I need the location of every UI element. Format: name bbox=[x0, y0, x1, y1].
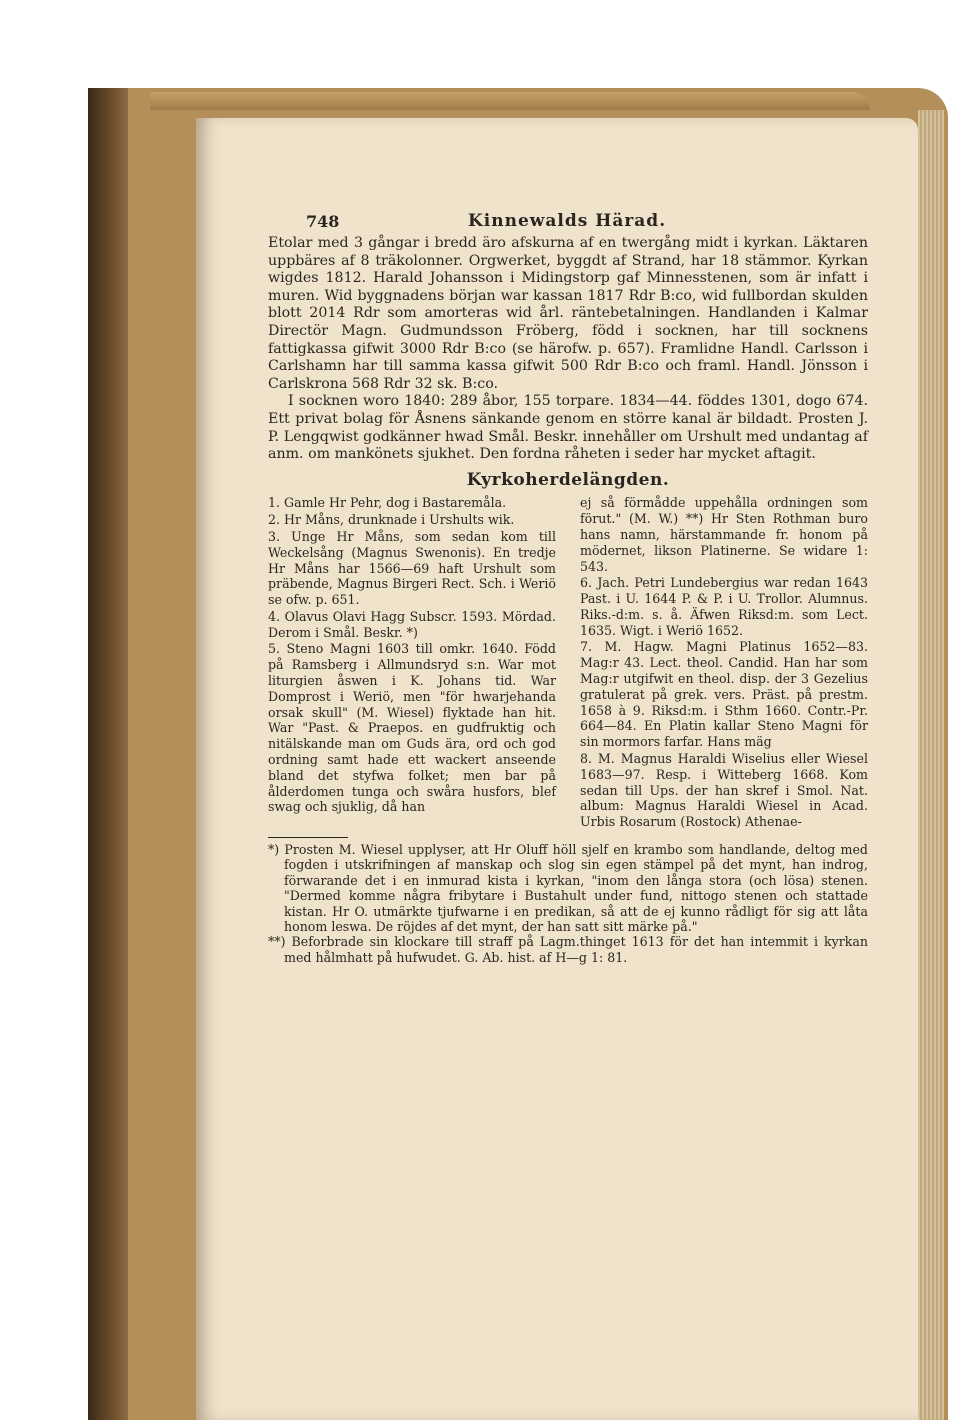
book-top-edge bbox=[150, 92, 870, 110]
footnotes bbox=[268, 842, 868, 965]
list-item: 2. Hr Måns, drunknade i Urshults wik. bbox=[268, 512, 515, 528]
body-paragraph: I socknen woro 1840: 289 åbor, 155 torpare. 1834—44. föddes 1301, dogo 674. Ett privat bolag för Åsnens sänkande genom en större kanal är bildadt. Prosten J. P. Lengqwist godkänner hwad Smål. Beskr. innehåller om Urshult med undantag af anm. om mankönets sjukhet. Den fordna råheten i seder har mycket aftagit. bbox=[268, 393, 868, 463]
book-binding bbox=[88, 88, 128, 1420]
list-item: 6. Jach. Petri Lundebergius war redan 1643 Past. i U. 1644 P. & P. i U. Trollor. Alumnus. Riks.-d:m. s. å. Äfwen Riksd:m. som Lect. 1635. Wigt. i Weriö 1652. bbox=[580, 575, 868, 638]
list-item: 5. Steno Magni 1603 till omkr. 1640. Född på Ramsberg i Allmundsryd s:n. War mot liturgien åswen i K. Johans tid. War Domprost i Weriö, men "för hwarjehanda orsak skull" (M. Wiesel) flyktade han hit. War "Past. & Praepos. en gudfruktig och nitälskande man om Guds ära, ord och god ordning samt hade ett wackert anseende bland det styfwa folket; men bar på ålderdomen tunga och swåra husfors, blef swag och sjuklig, då han bbox=[268, 641, 556, 815]
right-column bbox=[580, 495, 868, 831]
list-item: 1. Gamle Hr Pehr, dog i Bastaremåla. bbox=[268, 495, 507, 511]
footnote-divider bbox=[268, 837, 348, 838]
list-item: 3. Unge Hr Måns, som sedan kom till Weckelsång (Magnus Swenonis). En tredje Hr Måns har 1566—69 haft Urshult som präbende, Magnus Birgeri Rect. Sch. i Weriö se ofw. p. 651. bbox=[268, 528, 556, 608]
page-number: 748 bbox=[306, 212, 340, 231]
footnote: **) Beforbrade sin klockare till straff på Lagm.thinget 1613 för det han intemmit i kyrkan med hålmhatt på hufwudet. G. Ab. hist. af H—g 1: 81. bbox=[268, 934, 868, 965]
running-head: Kinnewalds Härad. bbox=[468, 211, 667, 231]
two-column-list bbox=[268, 495, 868, 831]
list-item: ej så förmådde uppehålla ordningen som förut." (M. W.) **) Hr Sten Rothman buro hans namn, härstammande fr. honom på mödernet, likson Platinerne. Se widare 1: 543. bbox=[580, 495, 868, 574]
body-paragraph: Etolar med 3 gångar i bredd äro afskurna af en twergång midt i kyrkan. Läktaren uppbäres af 8 träkolonner. Orgwerket, byggdt af Strand, har 18 stämmor. Kyrkan wigdes 1812. Harald Johansson i Midingstorp gaf Minnesstenen, som är infatt i muren. Wid byggnadens början war kassan 1817 Rdr B:co, wid fullbordan skulden blott 2014 Rdr som amorteras wid årl. räntebetalningen. Handlanden i Kalmar Directör Magn. Gudmundsson Fröberg, född i socknen, har till socknens fattigkassa gifwit 3000 Rdr B:co (se härofw. p. 657). Framlidne Handl. Carlsson i Carlshamn har till samma kassa gifwit 500 Rdr B:co och framl. Handl. Jönsson i Carlskrona 568 Rdr 32 sk. B:co. bbox=[268, 235, 868, 392]
footnote: *) Prosten M. Wiesel upplyser, att Hr Oluff höll sjelf en krambo som handlande, deltog med fogden i utskrifningen af manskap och slog sin egen stämpel på det mynt, han indrog, förwarande det i en inmurad kista i kyrkan, "inom den långa stora (och lösa) stenen. "Dermed komme några fribytare i Bustahult under fund, nittogo stenen och stattade kistan. Hr O. utmärkte tjufwarne i en predikan, så att de ej kunno rådligt för sig att låta honom leswa. De röjdes af det mynt, der han satt sitt märke på." bbox=[268, 842, 868, 935]
list-item: 4. Olavus Olavi Hagg Subscr. 1593. Mördad. Derom i Smål. Beskr. *) bbox=[268, 608, 556, 640]
page-content bbox=[268, 205, 868, 965]
section-title: Kyrkoherdelängden. bbox=[466, 469, 670, 490]
page-header bbox=[268, 205, 868, 235]
list-item: 7. M. Hagw. Magni Platinus 1652—83. Mag:r 43. Lect. theol. Candid. Han har som Mag:r utgifwit en theol. disp. der 3 Gezelius gratulerat på grek. vers. Präst. på prestm. 1658 à 9. Riksd:m. i Sthm 1660. Contr.-Pr. 664—84. En Platin kallar Steno Magni för sin mormors farfar. Hans mäg bbox=[580, 639, 868, 750]
list-item: 8. M. Magnus Haraldi Wiselius eller Wiesel 1683—97. Resp. i Witteberg 1668. Kom sedan till Ups. der han skref i Smol. Nat. album: Magnus Haraldi Wiesel in Acad. Urbis Rosarum (Rostock) Athenae- bbox=[580, 751, 868, 830]
page-edges bbox=[918, 110, 944, 1420]
left-column bbox=[268, 495, 556, 831]
